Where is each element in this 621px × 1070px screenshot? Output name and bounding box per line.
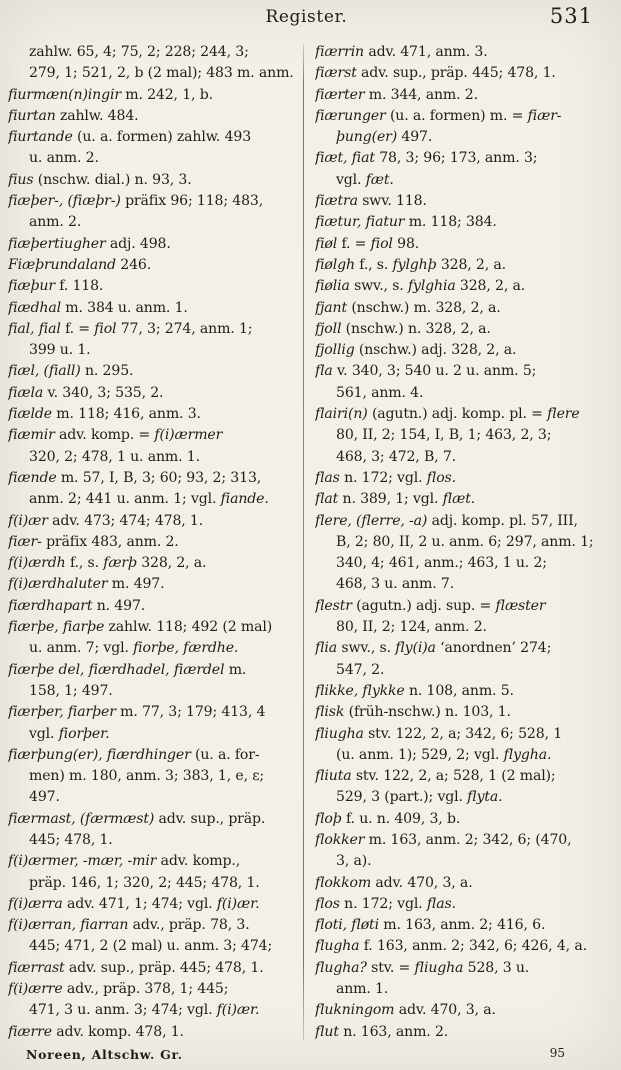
entry-line bbox=[8, 745, 300, 766]
entry-text: adv. 471, 1; 474; vgl. bbox=[62, 895, 217, 912]
entry-text: n. 389, 1; vgl. bbox=[338, 491, 443, 508]
lemma-text: fiol bbox=[370, 235, 393, 252]
entry-continuation-line bbox=[8, 873, 300, 894]
entry-text: (nschw.) n. 328, 2, a. bbox=[341, 320, 491, 337]
entry-text: 497. bbox=[397, 129, 433, 146]
entry-text: f. = bbox=[60, 320, 95, 337]
lemma-text: flas. bbox=[426, 895, 456, 912]
lemma-text: fiædhal bbox=[8, 299, 61, 316]
entry-line bbox=[8, 276, 300, 297]
entry-line bbox=[315, 1022, 619, 1043]
entry-line bbox=[315, 191, 619, 212]
entry-line bbox=[8, 1022, 300, 1043]
lemma-text: fjollig bbox=[315, 342, 355, 359]
entry-line bbox=[8, 85, 300, 106]
entry-line bbox=[8, 915, 300, 936]
entry-continuation-line bbox=[8, 42, 300, 63]
lemma-text: flere, (flerre, -a) bbox=[315, 512, 428, 529]
lemma-text: flugha bbox=[315, 938, 360, 955]
lemma-text: fiærdhapart bbox=[8, 597, 93, 614]
lemma-text: f(i)ærdhaluter bbox=[8, 576, 108, 593]
lemma-text: fiæl, (fiall) bbox=[8, 363, 81, 380]
entry-continuation-line bbox=[8, 212, 300, 233]
entry-text: adv. komp., bbox=[156, 853, 241, 870]
entry-text: (u. anm. 1); 529, 2; vgl. bbox=[336, 746, 504, 763]
entry-text: (früh-nschw.) n. 103, 1. bbox=[344, 704, 511, 721]
entry-line bbox=[315, 766, 619, 787]
entry-text: 3, a). bbox=[336, 853, 372, 870]
entry-line bbox=[8, 511, 300, 532]
entry-text: B, 2; 80, II, 2 u. anm. 6; 297, anm. 1; bbox=[336, 533, 594, 550]
lemma-text: flisk bbox=[315, 704, 345, 721]
entry-continuation-line bbox=[8, 724, 300, 745]
lemma-text: fiærmast, (færmæst) bbox=[8, 810, 155, 827]
entry-text: adv., präp. 378, 1; 445; bbox=[62, 981, 229, 998]
lemma-text: fjoll bbox=[315, 320, 342, 337]
entry-text: 497. bbox=[29, 789, 60, 806]
entry-line bbox=[315, 915, 619, 936]
entry-text: adv. sup., präp. 445; 478, 1. bbox=[64, 959, 264, 976]
lemma-text: fiærter bbox=[315, 86, 365, 103]
lemma-text: færþ bbox=[103, 555, 137, 572]
lemma-text: fiærþung(er), fiærdhinger bbox=[8, 746, 191, 763]
lemma-text: fiærþe, fiarþe bbox=[8, 619, 105, 636]
entry-line bbox=[8, 617, 300, 638]
entry-text: zahlw. 118; 492 (2 mal) bbox=[104, 619, 273, 636]
entry-text: adv. 470, 3, a. bbox=[394, 1002, 496, 1019]
lemma-text: fiænde bbox=[8, 469, 57, 486]
entry-text: präfix 483, anm. 2. bbox=[41, 533, 179, 550]
entry-text: 279, 1; 521, 2, b (2 mal); 483 m. anm. bbox=[29, 65, 294, 82]
entry-text: 561, anm. 4. bbox=[336, 384, 424, 401]
entry-line bbox=[8, 702, 300, 723]
entry-continuation-line bbox=[8, 340, 300, 361]
entry-line bbox=[8, 979, 300, 1000]
entry-line bbox=[8, 574, 300, 595]
lemma-text: f(i)ær. bbox=[216, 1002, 260, 1019]
lemma-text: f(i)ærmer, -mær, -mir bbox=[8, 853, 157, 870]
lemma-text: fliuta bbox=[315, 768, 352, 785]
entry-continuation-line bbox=[315, 447, 619, 468]
lemma-text: fiølia bbox=[315, 278, 350, 295]
lemma-text: fiæþer-, (fiæþr-) bbox=[8, 193, 121, 210]
entry-continuation-line bbox=[8, 63, 300, 84]
entry-text: anm. 2. bbox=[29, 214, 82, 231]
lemma-text: f(i)ær bbox=[8, 512, 48, 529]
entry-continuation-line bbox=[315, 532, 619, 553]
lemma-text: f(i)ærre bbox=[8, 981, 63, 998]
lemma-text: fylghia bbox=[407, 278, 456, 295]
entry-line bbox=[8, 383, 300, 404]
entry-line bbox=[315, 958, 619, 979]
entry-line bbox=[315, 724, 619, 745]
entry-line bbox=[315, 340, 619, 361]
lemma-text: flokkom bbox=[315, 874, 372, 891]
entry-text: 78, 3; 96; 173, anm. 3; bbox=[374, 150, 538, 167]
entry-text: m. 384 u. anm. 1. bbox=[60, 299, 188, 316]
entry-text: 98. bbox=[392, 235, 420, 252]
entry-line bbox=[8, 809, 300, 830]
entry-text: f. 118. bbox=[54, 278, 104, 295]
lemma-text: fiærunger bbox=[315, 107, 386, 124]
lemma-text: fiætur, fiatur bbox=[315, 214, 405, 231]
lemma-text: fliugha bbox=[414, 959, 464, 976]
lemma-text: flyta. bbox=[467, 789, 503, 806]
entry-continuation-line bbox=[8, 936, 300, 957]
lemma-text: floti, fløti bbox=[315, 917, 379, 934]
page-header bbox=[0, 4, 621, 40]
entry-text: m. bbox=[224, 661, 247, 678]
entry-continuation-line bbox=[315, 745, 619, 766]
entry-continuation-line bbox=[8, 148, 300, 169]
entry-line bbox=[315, 894, 619, 915]
entry-line bbox=[315, 319, 619, 340]
lemma-text: flos. bbox=[426, 469, 456, 486]
sheet-number: 95 bbox=[549, 1046, 565, 1060]
entry-text: m. 163, anm. 2; 416, 6. bbox=[378, 917, 546, 934]
lemma-text: fiærre bbox=[8, 1023, 52, 1040]
lemma-text: fiær- bbox=[8, 533, 42, 550]
running-title: Register. bbox=[265, 7, 348, 27]
entry-text: m. 497. bbox=[107, 576, 165, 593]
lemma-text: flestr bbox=[315, 597, 352, 614]
lemma-text: fiølgh bbox=[315, 256, 355, 273]
entry-text: n. 163, anm. 2. bbox=[338, 1023, 449, 1040]
entry-line bbox=[8, 425, 300, 446]
entry-continuation-line bbox=[8, 447, 300, 468]
lemma-text: flia bbox=[315, 640, 338, 657]
lemma-text: fiol bbox=[94, 320, 117, 337]
entry-text: anm. 2; 441 u. anm. 1; vgl. bbox=[29, 491, 221, 508]
entry-text: vgl. bbox=[336, 171, 366, 188]
entry-line bbox=[8, 298, 300, 319]
lemma-text: flairi(n) bbox=[315, 406, 368, 423]
entry-text: swv., s. bbox=[337, 640, 396, 657]
lemma-text: fla bbox=[315, 363, 333, 380]
entry-line bbox=[8, 553, 300, 574]
entry-text: u. anm. 2. bbox=[29, 150, 99, 167]
entry-line bbox=[315, 106, 619, 127]
entry-line bbox=[315, 42, 619, 63]
entry-text: adj. 498. bbox=[105, 235, 171, 252]
index-column-left bbox=[0, 42, 303, 1044]
entry-continuation-line bbox=[8, 1000, 300, 1021]
entry-text: n. 295. bbox=[80, 363, 134, 380]
entry-line bbox=[315, 234, 619, 255]
entry-text: v. 340, 3; 540 u. 2 u. anm. 5; bbox=[332, 363, 537, 380]
entry-line bbox=[315, 681, 619, 702]
entry-text: u. anm. 7; vgl. bbox=[29, 640, 134, 657]
lemma-text: fiærþe del, fiærdhadel, fiærdel bbox=[8, 661, 225, 678]
entry-text: m. 77, 3; 179; 413, 4 bbox=[115, 704, 266, 721]
lemma-text: fiorþe, færdhe. bbox=[133, 640, 239, 657]
entry-line bbox=[8, 894, 300, 915]
entry-text: f. u. n. 409, 3, b. bbox=[341, 810, 461, 827]
entry-text: men) m. 180, anm. 3; 383, 1, e, ε; bbox=[29, 768, 264, 785]
lemma-text: þung(er) bbox=[336, 129, 398, 146]
entry-text: 320, 2; 478, 1 u. anm. 1. bbox=[29, 448, 200, 465]
entry-text: (nschw.) adj. 328, 2, a. bbox=[354, 342, 517, 359]
entry-continuation-line bbox=[315, 787, 619, 808]
entry-continuation-line bbox=[315, 553, 619, 574]
lemma-text: flas bbox=[315, 469, 340, 486]
entry-text: 80, II, 2; 154, I, B, 1; 463, 2, 3; bbox=[336, 427, 552, 444]
lemma-text: fiøl bbox=[315, 235, 338, 252]
entry-continuation-line bbox=[315, 127, 619, 148]
lemma-text: fiæþertiugher bbox=[8, 235, 106, 252]
entry-text: adj. komp. pl. 57, III, bbox=[427, 512, 578, 529]
entry-line bbox=[8, 468, 300, 489]
entry-text: adv. sup., präp. 445; 478, 1. bbox=[356, 65, 556, 82]
entry-line bbox=[315, 489, 619, 510]
entry-continuation-line bbox=[8, 489, 300, 510]
entry-text: swv. 118. bbox=[357, 193, 427, 210]
entry-text: 158, 1; 497. bbox=[29, 682, 113, 699]
entry-text: m. 242, 1, b. bbox=[120, 86, 213, 103]
entry-text: vgl. bbox=[29, 725, 59, 742]
lemma-text: flæt. bbox=[442, 491, 476, 508]
entry-text: (u. a. formen) m. = bbox=[385, 107, 528, 124]
entry-text: n. 172; vgl. bbox=[339, 469, 427, 486]
lemma-text: f(i)ærran, fiarran bbox=[8, 917, 129, 934]
entry-line bbox=[8, 596, 300, 617]
lemma-text: fiærþer, fiarþer bbox=[8, 704, 116, 721]
entry-line bbox=[315, 702, 619, 723]
lemma-text: fiærrin bbox=[315, 44, 364, 60]
entry-text: 528, 3 u. bbox=[463, 959, 530, 976]
lemma-text: f(i)ærdh bbox=[8, 555, 66, 572]
entry-continuation-line bbox=[8, 830, 300, 851]
entry-text: m. 118; 416, anm. 3. bbox=[51, 406, 201, 423]
page-number: 531 bbox=[549, 4, 593, 28]
lemma-text: fiurtande bbox=[8, 129, 73, 146]
entry-line bbox=[8, 532, 300, 553]
entry-text: (agutn.) adj. sup. = bbox=[351, 597, 496, 614]
entry-line bbox=[8, 851, 300, 872]
lemma-text: fylghþ bbox=[392, 256, 437, 273]
entry-text: anm. 1. bbox=[336, 981, 389, 998]
entry-text: adv. komp. = bbox=[54, 427, 155, 444]
lemma-text: flugha? bbox=[315, 959, 367, 976]
lemma-text: fius bbox=[8, 171, 34, 188]
entry-text: adv. sup., präp. bbox=[154, 810, 266, 827]
entry-text: adv. komp. 478, 1. bbox=[51, 1023, 184, 1040]
entry-line bbox=[315, 638, 619, 659]
entry-text: adv. 473; 474; 478, 1. bbox=[47, 512, 204, 529]
entry-line bbox=[315, 255, 619, 276]
entry-text: (nschw.) m. 328, 2, a. bbox=[346, 299, 501, 316]
lemma-text: fjant bbox=[315, 299, 347, 316]
entry-text: 328, 2, a. bbox=[455, 278, 526, 295]
entry-line bbox=[8, 106, 300, 127]
entry-text: adv., präp. 78, 3. bbox=[128, 917, 250, 934]
lemma-text: f(i)ærmer bbox=[154, 427, 223, 444]
entry-continuation-line bbox=[315, 170, 619, 191]
entry-line bbox=[315, 830, 619, 851]
entry-continuation-line bbox=[8, 787, 300, 808]
entry-text: präfix 96; 118; 483, bbox=[120, 193, 264, 210]
lemma-text: fiæþur bbox=[8, 278, 55, 295]
entry-line bbox=[8, 255, 300, 276]
entry-text: n. 108, anm. 5. bbox=[404, 682, 514, 699]
entry-text: (u. a. formen) zahlw. 493 bbox=[72, 129, 252, 146]
lemma-text: floþ bbox=[315, 810, 342, 827]
lemma-text: flokker bbox=[315, 831, 365, 848]
lemma-text: fiurtan bbox=[8, 107, 56, 124]
entry-text: 328, 2, a. bbox=[136, 555, 207, 572]
lemma-text: fliugha bbox=[315, 725, 364, 742]
entry-line bbox=[315, 873, 619, 894]
entry-line bbox=[315, 809, 619, 830]
entry-text: 328, 2, a. bbox=[436, 256, 506, 273]
entry-text: adv. 470, 3, a. bbox=[371, 874, 473, 891]
entry-text: f. 163, anm. 2; 342, 6; 426, 4, a. bbox=[359, 938, 587, 955]
entry-line bbox=[315, 511, 619, 532]
entry-line bbox=[8, 319, 300, 340]
entry-text: 529, 3 (part.); vgl. bbox=[336, 789, 468, 806]
lemma-text: fiælde bbox=[8, 406, 52, 423]
entry-text: 445; 478, 1. bbox=[29, 831, 113, 848]
entry-line bbox=[315, 404, 619, 425]
lemma-text: flut bbox=[315, 1023, 339, 1040]
lemma-text: fiurmæn(n)ingir bbox=[8, 86, 121, 103]
entry-text: stv. 122, 2, a; 528, 1 (2 mal); bbox=[351, 768, 556, 785]
lemma-text: fiær- bbox=[527, 107, 562, 124]
entry-text: zahlw. 65, 4; 75, 2; 228; 244, 3; bbox=[29, 44, 249, 60]
entry-text: stv. 122, 2, a; 342, 6; 528, 1 bbox=[363, 725, 563, 742]
entry-line bbox=[8, 361, 300, 382]
entry-text: 80, II, 2; 124, anm. 2. bbox=[336, 619, 487, 636]
entry-continuation-line bbox=[315, 383, 619, 404]
entry-text: swv., s. bbox=[349, 278, 408, 295]
entry-continuation-line bbox=[8, 681, 300, 702]
entry-continuation-line bbox=[315, 979, 619, 1000]
entry-text: 445; 471, 2 (2 mal) u. anm. 3; 474; bbox=[29, 938, 273, 955]
entry-line bbox=[315, 298, 619, 319]
entry-line bbox=[315, 1000, 619, 1021]
entry-text: 468, 3; 472, B, 7. bbox=[336, 448, 456, 465]
entry-line bbox=[315, 148, 619, 169]
lemma-text: fæt. bbox=[365, 171, 394, 188]
entry-text: ‘anordnen’ 274; bbox=[435, 640, 552, 657]
lemma-text: fly(i)a bbox=[395, 640, 436, 657]
lemma-text: fiærst bbox=[315, 65, 357, 82]
lemma-text: fiæla bbox=[8, 384, 44, 401]
entry-line bbox=[315, 468, 619, 489]
lemma-text: flos bbox=[315, 895, 340, 912]
entry-line bbox=[8, 191, 300, 212]
entry-text: präp. 146, 1; 320, 2; 445; 478, 1. bbox=[29, 874, 260, 891]
entry-text: 471, 3 u. anm. 3; 474; vgl. bbox=[29, 1002, 217, 1019]
entry-text: adv. 471, anm. 3. bbox=[363, 44, 488, 60]
entry-continuation-line bbox=[315, 660, 619, 681]
lemma-text: fiande. bbox=[220, 491, 269, 508]
entry-text: (u. a. for- bbox=[190, 746, 260, 763]
lemma-text: flikke, flykke bbox=[315, 682, 405, 699]
entry-line bbox=[8, 170, 300, 191]
entry-text: m. 118; 384. bbox=[404, 214, 497, 231]
lemma-text: fiæmir bbox=[8, 427, 55, 444]
entry-continuation-line bbox=[315, 425, 619, 446]
entry-text: m. 163, anm. 2; 342, 6; (470, bbox=[364, 831, 572, 848]
entry-line bbox=[8, 958, 300, 979]
entry-text: f. = bbox=[337, 235, 371, 252]
index-columns bbox=[0, 42, 621, 1044]
lemma-text: flere bbox=[547, 406, 580, 423]
entry-text: 468, 3 u. anm. 7. bbox=[336, 576, 455, 593]
lemma-text: flukningom bbox=[315, 1002, 395, 1019]
lemma-text: fial, fial bbox=[8, 320, 61, 337]
entry-line bbox=[8, 404, 300, 425]
entry-line bbox=[8, 660, 300, 681]
lemma-text: fiætra bbox=[315, 193, 358, 210]
lemma-text: flygha. bbox=[503, 746, 552, 763]
entry-line bbox=[315, 63, 619, 84]
footer-signature: Noreen, Altschw. Gr. bbox=[26, 1047, 183, 1062]
entry-line bbox=[315, 596, 619, 617]
entry-text: f., s. bbox=[65, 555, 104, 572]
entry-text: m. 57, I, B, 3; 60; 93, 2; 313, bbox=[56, 469, 262, 486]
entry-line bbox=[315, 361, 619, 382]
entry-text: n. 497. bbox=[92, 597, 146, 614]
entry-text: 340, 4; 461, anm.; 463, 1 u. 2; bbox=[336, 555, 547, 572]
entry-text: 246. bbox=[115, 256, 152, 273]
lemma-text: fiærrast bbox=[8, 959, 65, 976]
entry-continuation-line bbox=[315, 617, 619, 638]
entry-text: 77, 3; 274, anm. 1; bbox=[116, 320, 253, 337]
entry-text: f., s. bbox=[354, 256, 393, 273]
entry-continuation-line bbox=[8, 766, 300, 787]
lemma-text: flat bbox=[315, 491, 339, 508]
entry-text: 547, 2. bbox=[336, 661, 385, 678]
entry-text: (nschw. dial.) n. 93, 3. bbox=[33, 171, 192, 188]
index-column-right bbox=[304, 42, 621, 1044]
lemma-text: fiæt, fiat bbox=[315, 150, 375, 167]
lemma-text: Fiæþrundaland bbox=[8, 256, 116, 273]
entry-continuation-line bbox=[315, 574, 619, 595]
entry-text: zahlw. 484. bbox=[55, 107, 139, 124]
entry-line bbox=[8, 234, 300, 255]
entry-line bbox=[315, 276, 619, 297]
entry-text: n. 172; vgl. bbox=[339, 895, 427, 912]
entry-continuation-line bbox=[315, 851, 619, 872]
lemma-text: f(i)ær. bbox=[216, 895, 260, 912]
entry-text: m. 344, anm. 2. bbox=[364, 86, 478, 103]
lemma-text: f(i)ærra bbox=[8, 895, 63, 912]
entry-text: (agutn.) adj. komp. pl. = bbox=[367, 406, 548, 423]
entry-line bbox=[315, 85, 619, 106]
entry-line bbox=[315, 212, 619, 233]
entry-text: 399 u. 1. bbox=[29, 342, 91, 359]
lemma-text: fiorþer. bbox=[58, 725, 110, 742]
entry-continuation-line bbox=[8, 638, 300, 659]
entry-text: v. 340, 3; 535, 2. bbox=[43, 384, 164, 401]
entry-line bbox=[315, 936, 619, 957]
lemma-text: flæster bbox=[495, 597, 546, 614]
entry-text: stv. = bbox=[366, 959, 415, 976]
entry-line bbox=[8, 127, 300, 148]
